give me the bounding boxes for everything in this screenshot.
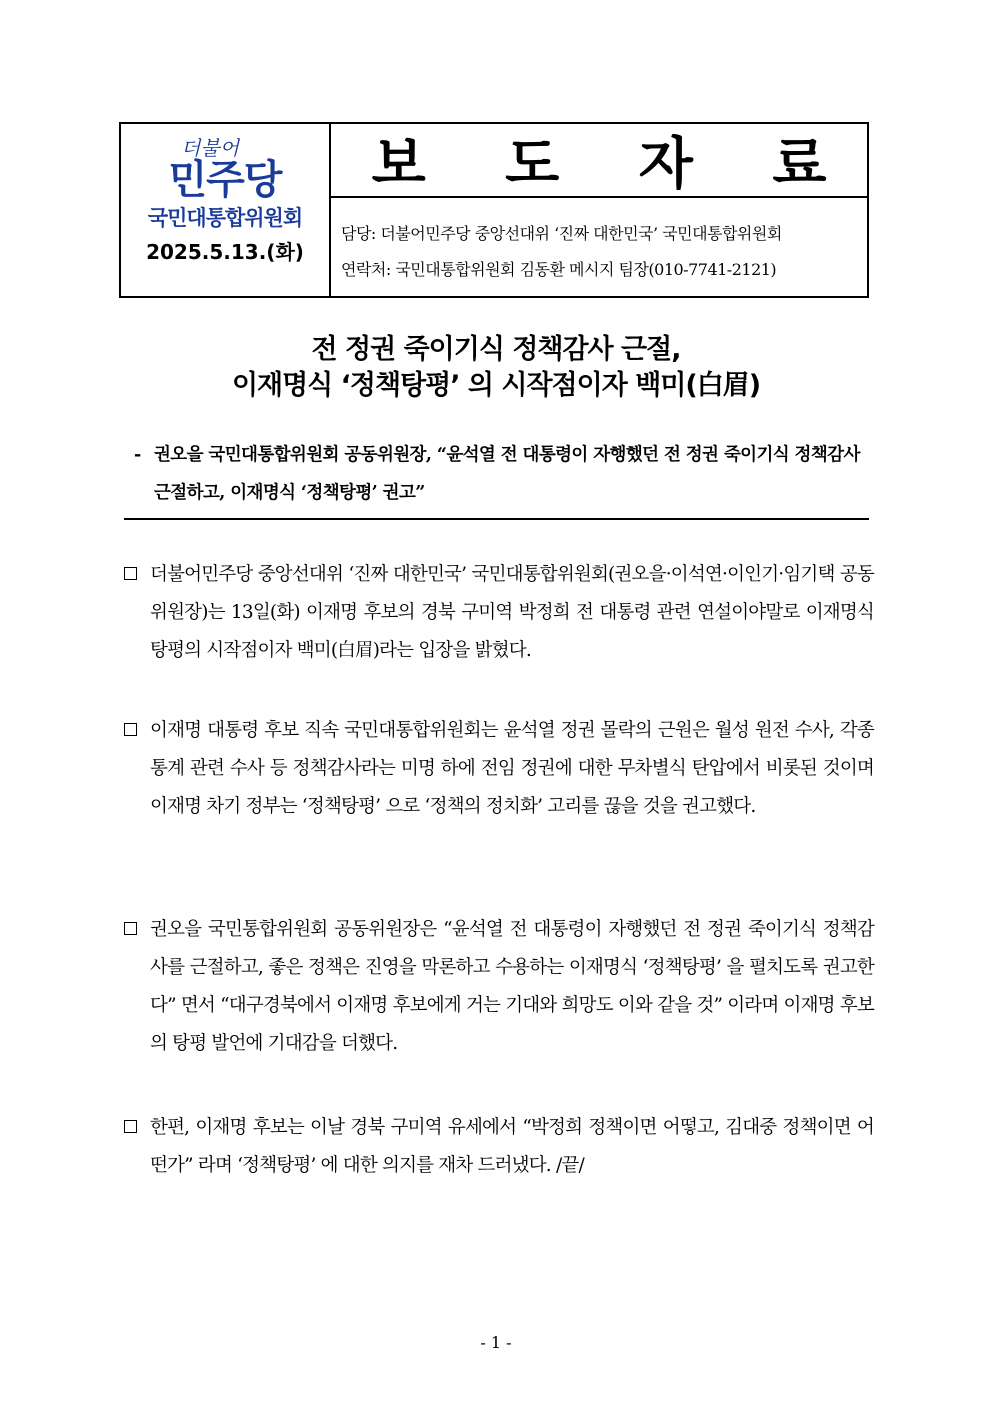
paragraph-text: 한편, 이재명 후보는 이날 경북 구미역 유세에서 “박정희 정책이면 어떻고, 김대중 정책이면 어떤가” 라며 ‘정책탕평’ 에 대한 의지를 재차 드러냈다. /끝/ (150, 1117, 874, 1176)
page-number: - 1 - (480, 1333, 512, 1352)
logo-organization: 국민대통합위원회 (147, 206, 303, 230)
press-release-title: 보 도 자 료 (331, 124, 867, 198)
contact-phone: 연락처: 국민대통합위원회 김동환 메시지 팀장(010-7741-2121) (341, 260, 777, 279)
square-bullet-icon (124, 1120, 137, 1133)
contact-info (331, 198, 867, 288)
paragraph-2 (124, 712, 874, 826)
paragraph-3 (124, 911, 874, 1063)
subheadline (124, 436, 869, 520)
paragraph-4 (124, 1109, 874, 1185)
square-bullet-icon (124, 567, 137, 580)
paragraph-text: 권오을 국민통합위원회 공동위원장은 “윤석열 전 대통령이 자행했던 전 정권 죽이기식 정책감사를 근절하고, 좋은 정책은 진영을 막론하고 수용하는 이재명식 ‘정책탕평’ 을 펼치도록 권고한다” 면서 “대구경북에서 이재명 후보에게 거는 기대와 희망도 이와 같을 것” 이라며 이재명 후보의 탕평 발언에 기대감을 더했다. (150, 919, 874, 1054)
party-logo (121, 124, 331, 296)
paragraph-text: 이재명 대통령 후보 직속 국민대통합위원회는 윤석열 정권 몰락의 근원은 월성 원전 수사, 각종 통계 관련 수사 등 정책감사라는 미명 하에 전임 정권에 대한 무차별식 탄압에서 비롯된 것이며 이재명 차기 정부는 ‘정책탕평’ 으로 ‘정책의 정치화’ 고리를 끊을 것을 권고했다. (150, 720, 874, 817)
subhead-text: 권오을 국민대통합위원회 공동위원장, “윤석열 전 대통령이 자행했던 전 정권 죽이기식 정책감사 근절하고, 이재명식 ‘정책탕평’ 권고” (154, 445, 860, 503)
contact-owner: 담당: 더불어민주당 중앙선대위 ‘진짜 대한민국’ 국민대통합위원회 (341, 224, 782, 243)
paragraph-text: 더불어민주당 중앙선대위 ‘진짜 대한민국’ 국민대통합위원회(권오을·이석연·이인기·임기택 공동위원장)는 13일(화) 이재명 후보의 경북 구미역 박정희 전 대통령 관련 연설이야말로 이재명식 탕평의 시작점이자 백미(白眉)라는 입장을 밝혔다. (150, 564, 874, 661)
press-header-box (119, 122, 869, 298)
square-bullet-icon (124, 922, 137, 935)
headline-line-1: 전 정권 죽이기식 정책감사 근절, (311, 334, 681, 365)
release-date: 2025.5.13.(화) (146, 240, 304, 264)
headline-line-2: 이재명식 ‘정책탕평’ 의 시작점이자 백미(白眉) (231, 370, 761, 401)
square-bullet-icon (124, 723, 137, 736)
logo-main-text: 민주당 (168, 157, 282, 203)
paragraph-1 (124, 556, 874, 670)
logo-small-text: 더불어 (181, 136, 239, 160)
header-right-cell (331, 124, 867, 296)
subhead-dash: - (134, 445, 141, 465)
